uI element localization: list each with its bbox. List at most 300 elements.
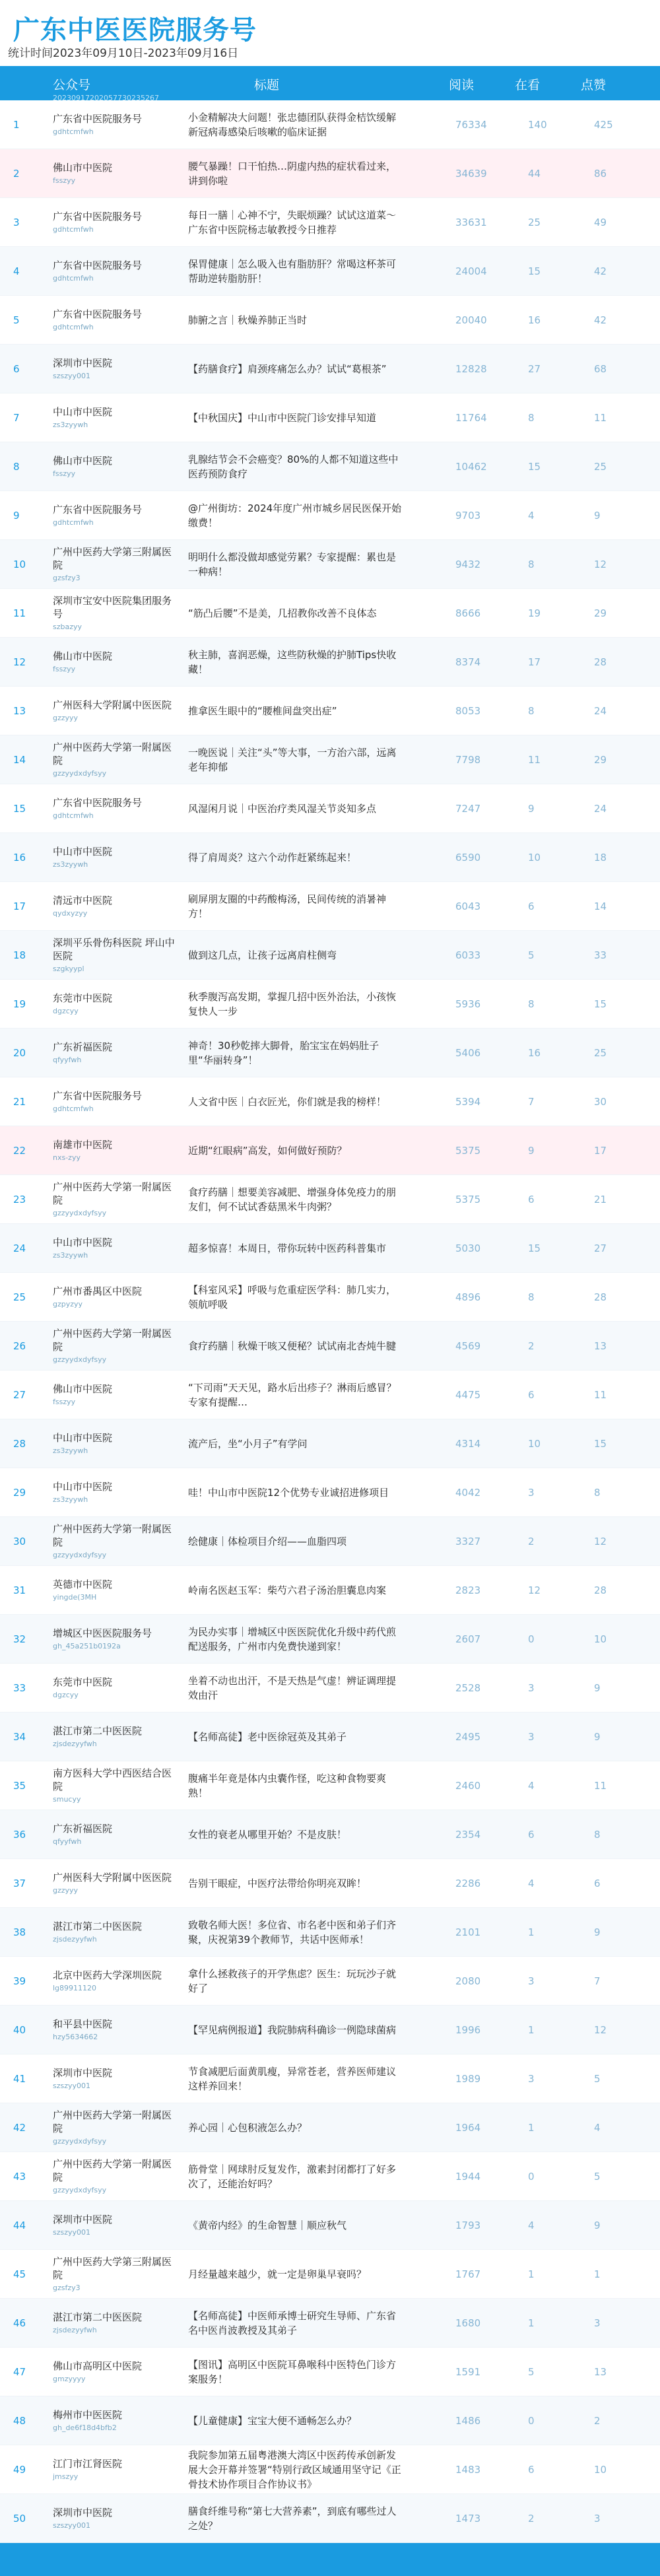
account-id: gh_45a251b0192a (53, 1642, 121, 1650)
rank-number: 44 (13, 2220, 26, 2231)
article-title-link[interactable]: 绘健康｜体检项目介绍——血脂四项 (188, 1536, 347, 1547)
page-title: 广东中医医院服务号 (13, 15, 257, 46)
rank-number: 50 (13, 2513, 26, 2525)
account-id: szszyy001 (53, 2082, 91, 2090)
article-title-link[interactable]: 哇！中山市中医院12个优势专业诚招进修项目 (188, 1487, 389, 1499)
article-title-link[interactable]: 节食减肥后面黄肌瘦，异常苍老，营养医师建议这样养回来！ (188, 2066, 397, 2092)
article-title-link[interactable]: 秋主肺，喜润恶燥，这些防秋燥的护肺Tips快收藏！ (188, 649, 397, 675)
account-cell (53, 1468, 178, 1517)
table-row[interactable] (0, 2348, 660, 2396)
read-count: 33631 (455, 217, 487, 228)
article-title-link[interactable]: 推拿医生眼中的“腰椎间盘突出症” (188, 705, 337, 717)
table-row[interactable] (0, 1175, 660, 1224)
table-row[interactable] (0, 2054, 660, 2103)
article-title-link[interactable]: 告别干眼症，中医疗法带给你明亮双眸！ (188, 1878, 367, 1889)
rank-number: 47 (13, 2366, 26, 2378)
account-cell (53, 296, 178, 345)
account-cell (53, 442, 178, 491)
article-title-link[interactable]: 【药膳食疗】肩颈疼痛怎么办？试试“葛根茶” (188, 363, 387, 375)
watch-count: 16 (528, 1047, 541, 1059)
account-cell (53, 1175, 178, 1224)
watch-count: 6 (528, 1389, 535, 1401)
account-cell (53, 393, 178, 442)
article-title-link[interactable]: 【中秋国庆】中山市中医院门诊安排早知道 (188, 412, 377, 424)
article-title-link[interactable]: 拿什么拯救孩子的开学焦虑？医生：玩玩沙子就好了 (188, 1968, 397, 1994)
rank-number: 9 (13, 510, 20, 522)
article-title-link[interactable]: 我院参加第五届粤港澳大湾区中医药传承创新发展大会开幕并签署“特别行政区域通用坚守记《正骨技术协作项目合作协议书》 (188, 2449, 401, 2490)
account-name: 中山市中医院 (53, 1432, 113, 1444)
table-row[interactable] (0, 784, 660, 833)
account-name: 和平县中医院 (53, 2018, 113, 2030)
watch-count: 3 (528, 2073, 535, 2085)
stat-period: 统计时间2023年09月10日-2023年09月16日 (8, 47, 239, 60)
rank-number: 7 (13, 412, 20, 424)
table-row[interactable] (0, 491, 660, 540)
table-row[interactable] (0, 931, 660, 980)
watch-count: 6 (528, 2464, 535, 2476)
account-name: 南方医科大学中西医结合医院 (53, 1767, 172, 1792)
account-cell (53, 1273, 178, 1322)
article-title-link[interactable]: 为民办实事｜增城区中医医院优化升级中药代煎配送服务，广州市内免费快递到家！ (188, 1626, 397, 1652)
account-name: 佛山市中医院 (53, 650, 113, 662)
read-count: 4896 (455, 1291, 481, 1303)
watch-count: 27 (528, 363, 541, 375)
article-title-link[interactable]: 养心园｜心包积液怎么办？ (188, 2122, 308, 2134)
rank-number: 8 (13, 461, 20, 473)
account-id: gdhtcmfwh (53, 518, 94, 527)
like-count: 30 (594, 1096, 607, 1108)
account-id: szbazyy (53, 623, 82, 631)
table-row[interactable] (0, 1566, 660, 1615)
table-row[interactable] (0, 1761, 660, 1810)
read-count: 5375 (455, 1194, 481, 1205)
table-row[interactable] (0, 1615, 660, 1664)
account-name: 增城区中医医院服务号 (53, 1627, 152, 1639)
table-row[interactable] (0, 442, 660, 491)
account-cell (53, 149, 178, 198)
table-row[interactable] (0, 247, 660, 296)
watch-count: 12 (528, 1584, 541, 1596)
footer-bar (0, 2543, 660, 2576)
account-name: 江门市江肾医院 (53, 2458, 123, 2470)
account-cell (53, 2250, 178, 2299)
table-row[interactable] (0, 1957, 660, 2006)
article-title-link[interactable]: 神奇！30秒乾摔大脚骨，胎宝宝在妈妈肚子里“华丽转身”！ (188, 1040, 380, 1066)
header-watch: 在看 (515, 78, 541, 92)
watch-count: 5 (528, 2366, 535, 2378)
table-row[interactable] (0, 149, 660, 198)
account-cell (53, 2201, 178, 2250)
watch-count: 8 (528, 559, 535, 570)
read-count: 20040 (455, 314, 487, 326)
table-row[interactable] (0, 1517, 660, 1566)
watch-count: 0 (528, 2415, 535, 2427)
like-count: 12 (594, 2024, 607, 2036)
like-count: 425 (594, 119, 613, 131)
account-id: zs3zyywh (53, 1495, 88, 1504)
account-id: szszyy001 (53, 2521, 91, 2530)
watch-count: 4 (528, 1780, 535, 1792)
rank-number: 35 (13, 1780, 26, 1792)
like-count: 25 (594, 461, 607, 473)
account-name: 中山市中医院 (53, 1237, 113, 1248)
table-row[interactable] (0, 2250, 660, 2299)
account-id: qfyyfwh (53, 1837, 82, 1846)
account-id: qfyyfwh (53, 1056, 82, 1064)
watch-count: 7 (528, 1096, 535, 1108)
table-row[interactable] (0, 735, 660, 784)
table-row[interactable] (0, 1224, 660, 1273)
read-count: 2607 (455, 1633, 481, 1645)
account-id: zs3zyywh (53, 1446, 88, 1455)
read-count: 8053 (455, 705, 481, 717)
read-count: 2286 (455, 1878, 481, 1889)
account-cell (53, 1615, 178, 1664)
table-row[interactable] (0, 1908, 660, 1957)
read-count: 8666 (455, 607, 481, 619)
account-name: 广东祈福医院 (53, 1041, 113, 1053)
rank-number: 18 (13, 949, 26, 961)
article-title-link[interactable]: 腹痛半年竟是体内虫囊作怪，吃这种食物要爽熟！ (188, 1773, 387, 1799)
read-count: 5030 (455, 1242, 481, 1254)
table-row[interactable] (0, 882, 660, 931)
like-count: 9 (594, 1731, 601, 1743)
table-row[interactable] (0, 1810, 660, 1859)
account-id: zjsdezyyfwh (53, 1740, 97, 1748)
watch-count: 3 (528, 1975, 535, 1987)
like-count: 10 (594, 2464, 607, 2476)
table-row[interactable] (0, 2006, 660, 2054)
like-count: 42 (594, 314, 607, 326)
article-title-link[interactable]: 坐着不动也出汗，不是天热是气虚！辨证调理提效由汗 (188, 1675, 397, 1701)
table-row[interactable] (0, 1126, 660, 1175)
rank-number: 15 (13, 803, 26, 815)
table-row[interactable] (0, 1419, 660, 1468)
rank-number: 45 (13, 2268, 26, 2280)
table-row[interactable] (0, 980, 660, 1029)
account-id: gzzyydxdyfsyy (53, 2186, 107, 2194)
read-count: 5375 (455, 1145, 481, 1157)
table-row[interactable] (0, 2299, 660, 2348)
account-id: fsszyy (53, 176, 76, 185)
table-row[interactable] (0, 1664, 660, 1712)
read-count: 10462 (455, 461, 487, 473)
like-count: 10 (594, 1633, 607, 1645)
account-cell (53, 2348, 178, 2396)
account-cell (53, 1322, 178, 1371)
table-row[interactable] (0, 296, 660, 345)
rank-number: 29 (13, 1487, 26, 1499)
article-title-link[interactable]: 每日一膳｜心神不宁，失眠烦躁？试试这道菜～广东省中医院杨志敏教授今日推荐 (188, 209, 397, 236)
rank-number: 49 (13, 2464, 26, 2476)
account-cell (53, 687, 178, 735)
article-title-link[interactable]: 【儿童健康】宝宝大便不通畅怎么办？ (188, 2415, 357, 2427)
table-row[interactable] (0, 345, 660, 393)
account-id: gdhtcmfwh (53, 1104, 94, 1113)
watch-count: 3 (528, 1487, 535, 1499)
article-title-link[interactable]: 食疗药膳｜想要美容减肥、增强身体免疫力的朋友们，何不试试香菇黑米牛肉粥？ (188, 1186, 397, 1213)
read-count: 2495 (455, 1731, 481, 1743)
table-row[interactable] (0, 1322, 660, 1371)
account-id: gmzyyyy (53, 2375, 86, 2383)
account-id: fsszyy (53, 469, 76, 478)
read-count: 4042 (455, 1487, 481, 1499)
table-row[interactable] (0, 198, 660, 247)
watch-count: 25 (528, 217, 541, 228)
account-id: zs3zyywh (53, 1251, 88, 1260)
article-title-link[interactable]: 做到这几点，让孩子远离肩柱侧弯 (188, 949, 337, 961)
like-count: 18 (594, 852, 607, 864)
rank-number: 43 (13, 2171, 26, 2183)
article-title-link[interactable]: 保胃健康｜怎么吸入也有脂肪肝？常喝这杯茶可帮助逆转脂肪肝！ (188, 258, 397, 285)
rank-number: 4 (13, 265, 20, 277)
article-title-link[interactable]: 流产后，坐“小月子”有学问 (188, 1438, 308, 1450)
like-count: 11 (594, 1780, 607, 1792)
read-count: 7798 (455, 754, 481, 766)
article-title-link[interactable]: 致敬名师大医！多位省、市名老中医和弟子们齐聚，庆祝第39个教师节，共话中医师承！ (188, 1919, 397, 1946)
account-cell (53, 2152, 178, 2201)
article-title-link[interactable]: 腰气暴躁！口干怕热…阴虚内热的症状看过来，讲到你啦 (188, 160, 397, 187)
like-count: 28 (594, 656, 607, 668)
account-id: szgkyypl (53, 965, 84, 973)
table-row[interactable] (0, 2494, 660, 2543)
read-count: 1944 (455, 2171, 481, 2183)
account-cell (53, 540, 178, 589)
article-title-link[interactable]: 【图讯】高明区中医院耳鼻喉科中医特色门诊方案服务！ (188, 2359, 397, 2385)
header-like: 点赞 (581, 78, 607, 92)
account-cell (53, 100, 178, 149)
article-title-link[interactable]: 刷屏朋友圈的中药酸梅汤，民间传统的消暑神方！ (188, 893, 387, 920)
read-count: 12828 (455, 363, 487, 375)
like-count: 29 (594, 754, 607, 766)
account-cell (53, 2054, 178, 2103)
table-row[interactable] (0, 2445, 660, 2494)
article-title-link[interactable]: “筋凸后腰”不是美，几招教你改善不良体态 (188, 607, 377, 619)
article-title-link[interactable]: @广州街坊：2024年度广州市城乡居民医保开始缴费！ (188, 502, 402, 529)
watch-count: 16 (528, 314, 541, 326)
rank-number: 28 (13, 1438, 26, 1450)
read-count: 6043 (455, 900, 481, 912)
rank-number: 26 (13, 1340, 26, 1352)
article-title-link[interactable]: 秋季腹泻高发期，掌握几招中医外治法，小孩恢复快人一步 (188, 991, 397, 1017)
rank-number: 21 (13, 1096, 26, 1108)
account-cell (53, 1859, 178, 1908)
like-count: 1 (594, 2268, 601, 2280)
account-cell (53, 784, 178, 833)
account-id: jmszyy (53, 2472, 79, 2481)
account-id: zjsdezyyfwh (53, 1935, 97, 1944)
read-count: 2354 (455, 1829, 481, 1841)
watch-count: 1 (528, 2268, 535, 2280)
article-title-link[interactable]: 【科室风采】呼吸与危重症医学科：肺几实力，领航呼吸 (188, 1284, 397, 1310)
article-title-link[interactable]: 月经量越来越少，就一定是卵巢早衰吗？ (188, 2268, 367, 2280)
read-count: 5406 (455, 1047, 481, 1059)
rank-number: 20 (13, 1047, 26, 1059)
table-row[interactable] (0, 2396, 660, 2445)
read-count: 1996 (455, 2024, 481, 2036)
page-header (0, 0, 660, 66)
table-row[interactable] (0, 540, 660, 589)
watch-count: 2 (528, 1536, 535, 1547)
article-title-link[interactable]: 女性的衰老从哪里开始？不是皮肤！ (188, 1829, 347, 1841)
rank-number: 37 (13, 1878, 26, 1889)
account-id: dgzcyy (53, 1007, 79, 1015)
article-title-link[interactable]: 乳腺结节会不会癌变？80%的人都不知道这些中医药预防食疗 (188, 454, 399, 480)
account-id: hzy5634662 (53, 2033, 98, 2041)
table-row[interactable] (0, 2201, 660, 2250)
article-title-link[interactable]: 【罕见病例报道】我院肺病科确诊一例隐球菌病 (188, 2024, 397, 2036)
article-title-link[interactable]: 【名师高徒】中医师承博士研究生导师、广东省名中医肖波教授及其弟子 (188, 2310, 397, 2336)
account-name: 南雄市中医院 (53, 1139, 113, 1151)
table-row[interactable] (0, 1029, 660, 1077)
article-title-link[interactable]: 风湿闲月说｜中医治疗类风湿关节炎知多点 (188, 803, 377, 815)
account-name: 广东省中医院服务号 (53, 259, 143, 271)
watch-count: 1 (528, 1926, 535, 1938)
account-id: gzzyydxdyfsyy (53, 1355, 107, 1364)
account-name: 广州市番禺区中医院 (53, 1285, 143, 1297)
account-cell (53, 1419, 178, 1468)
header-read: 阅读 (449, 78, 475, 92)
like-count: 24 (594, 803, 607, 815)
rank-number: 16 (13, 852, 26, 864)
like-count: 4 (594, 2122, 601, 2134)
account-id: qydxyzyy (53, 909, 88, 918)
like-count: 7 (594, 1975, 601, 1987)
read-count: 1989 (455, 2073, 481, 2085)
read-count: 1486 (455, 2415, 481, 2427)
watch-count: 9 (528, 1145, 535, 1157)
read-count: 1793 (455, 2220, 481, 2231)
article-title-link[interactable]: 人文省中医｜白衣匠光，你们就是我的榜样！ (188, 1096, 387, 1108)
watch-count: 15 (528, 1242, 541, 1254)
article-title-link[interactable]: 筋骨堂｜网球肘反复发作，激素封闭都打了好多次了，还能治好吗？ (188, 2163, 397, 2190)
like-count: 2 (594, 2415, 601, 2427)
account-name: 广州中医药大学第一附属医院 (53, 2158, 172, 2183)
account-name: 湛江市第二中医医院 (53, 1920, 143, 1932)
rank-number: 38 (13, 1926, 26, 1938)
read-count: 6590 (455, 852, 481, 864)
table-row[interactable] (0, 1468, 660, 1517)
watch-count: 6 (528, 900, 535, 912)
article-title-link[interactable]: 小金精解决大问题！张忠德团队获得金桔饮缓解新冠病毒感染后咳嗽的临床证据 (188, 112, 397, 138)
rank-number: 48 (13, 2415, 26, 2427)
account-id: yingde(3MH (53, 1593, 97, 1602)
article-title-link[interactable]: “下司雨”天天见，路水后出疹子？淋雨后感冒？专家有提醒… (188, 1382, 397, 1408)
rank-number: 25 (13, 1291, 26, 1303)
account-name: 深圳市中医院 (53, 357, 113, 369)
account-cell (53, 2445, 178, 2494)
rank-number: 14 (13, 754, 26, 766)
like-count: 11 (594, 1389, 607, 1401)
account-cell (53, 980, 178, 1029)
watch-count: 9 (528, 803, 535, 815)
rank-number: 42 (13, 2122, 26, 2134)
account-name: 广东省中医院服务号 (53, 211, 143, 222)
rank-number: 27 (13, 1389, 26, 1401)
like-count: 9 (594, 2220, 601, 2231)
read-count: 3327 (455, 1536, 481, 1547)
ranking-table (0, 100, 660, 2543)
table-row[interactable] (0, 1859, 660, 1908)
article-title-link[interactable]: 超多惊喜！本周日，带你玩转中医药科普集市 (188, 1242, 387, 1254)
table-row[interactable] (0, 393, 660, 442)
table-row[interactable] (0, 2103, 660, 2152)
table-row[interactable] (0, 638, 660, 687)
article-title-link[interactable]: 明明什么都没做却感觉劳累？专家提醒：累也是一种病！ (188, 551, 397, 578)
table-row[interactable] (0, 833, 660, 882)
article-title-link[interactable]: 《黄帝内经》的生命智慧｜顺应秋气 (188, 2220, 347, 2231)
table-row[interactable] (0, 1273, 660, 1322)
read-count: 4475 (455, 1389, 481, 1401)
rank-number: 41 (13, 2073, 26, 2085)
watch-count: 8 (528, 1291, 535, 1303)
rank-number: 5 (13, 314, 20, 326)
read-count: 1483 (455, 2464, 481, 2476)
account-id: dgzcyy (53, 1691, 79, 1699)
rank-number: 10 (13, 559, 26, 570)
table-row[interactable] (0, 1712, 660, 1761)
like-count: 3 (594, 2317, 601, 2329)
table-row[interactable] (0, 2152, 660, 2201)
rank-number: 24 (13, 1242, 26, 1254)
account-cell (53, 735, 178, 784)
read-count: 34639 (455, 168, 487, 180)
account-cell (53, 1029, 178, 1077)
watch-count: 11 (528, 754, 541, 766)
account-name: 广东省中医院服务号 (53, 1090, 143, 1102)
article-title-link[interactable]: 膳食纤维号称“第七大营养素”，到底有哪些过人之处？ (188, 2505, 397, 2532)
account-cell (53, 1664, 178, 1712)
table-row[interactable] (0, 589, 660, 638)
read-count: 7247 (455, 803, 481, 815)
watch-count: 8 (528, 998, 535, 1010)
account-name: 广州医科大学附属中医医院 (53, 699, 172, 711)
read-count: 24004 (455, 265, 487, 277)
rank-number: 17 (13, 900, 26, 912)
account-name: 中山市中医院 (53, 846, 113, 858)
account-name: 东莞市中医院 (53, 1676, 113, 1688)
article-title-link[interactable]: 一晚医说｜关注“头”等大事，一方治六部，远离老年抑郁 (188, 747, 397, 773)
account-cell (53, 931, 178, 980)
table-row[interactable] (0, 1077, 660, 1126)
read-count: 2460 (455, 1780, 481, 1792)
account-id: gzsfzy3 (53, 2284, 81, 2292)
rank-number: 33 (13, 1682, 26, 1694)
table-row[interactable] (0, 1371, 660, 1419)
table-row[interactable] (0, 100, 660, 149)
like-count: 86 (594, 168, 607, 180)
like-count: 11 (594, 412, 607, 424)
read-count: 1473 (455, 2513, 481, 2525)
header-account: 公众号 (53, 78, 91, 92)
like-count: 5 (594, 2073, 601, 2085)
like-count: 15 (594, 998, 607, 1010)
account-name: 广州中医药大学第一附属医院 (53, 1181, 172, 1206)
article-title-link[interactable]: 肺腑之言｜秋燥养肺正当时 (188, 314, 308, 326)
article-title-link[interactable]: 得了肩周炎？这六个动作赶紧练起来！ (188, 852, 357, 864)
account-id: gzzyyy (53, 1886, 79, 1895)
read-count: 1964 (455, 2122, 481, 2134)
article-title-link[interactable]: 近期“红眼病”高发，如何做好预防？ (188, 1145, 347, 1157)
table-row[interactable] (0, 687, 660, 735)
account-name: 东莞市中医院 (53, 992, 113, 1004)
account-id: gzpyzyy (53, 1300, 83, 1308)
article-title-link[interactable]: 【名师高徒】老中医徐冠英及其弟子 (188, 1731, 347, 1743)
article-title-link[interactable]: 食疗药膳｜秋燥干咳又便秘？试试南北杏炖牛腱 (188, 1340, 397, 1352)
rank-number: 12 (13, 656, 26, 668)
watch-count: 4 (528, 510, 535, 522)
article-title-link[interactable]: 岭南名医赵玉军：柴芍六君子汤治胆囊息肉案 (188, 1584, 387, 1596)
